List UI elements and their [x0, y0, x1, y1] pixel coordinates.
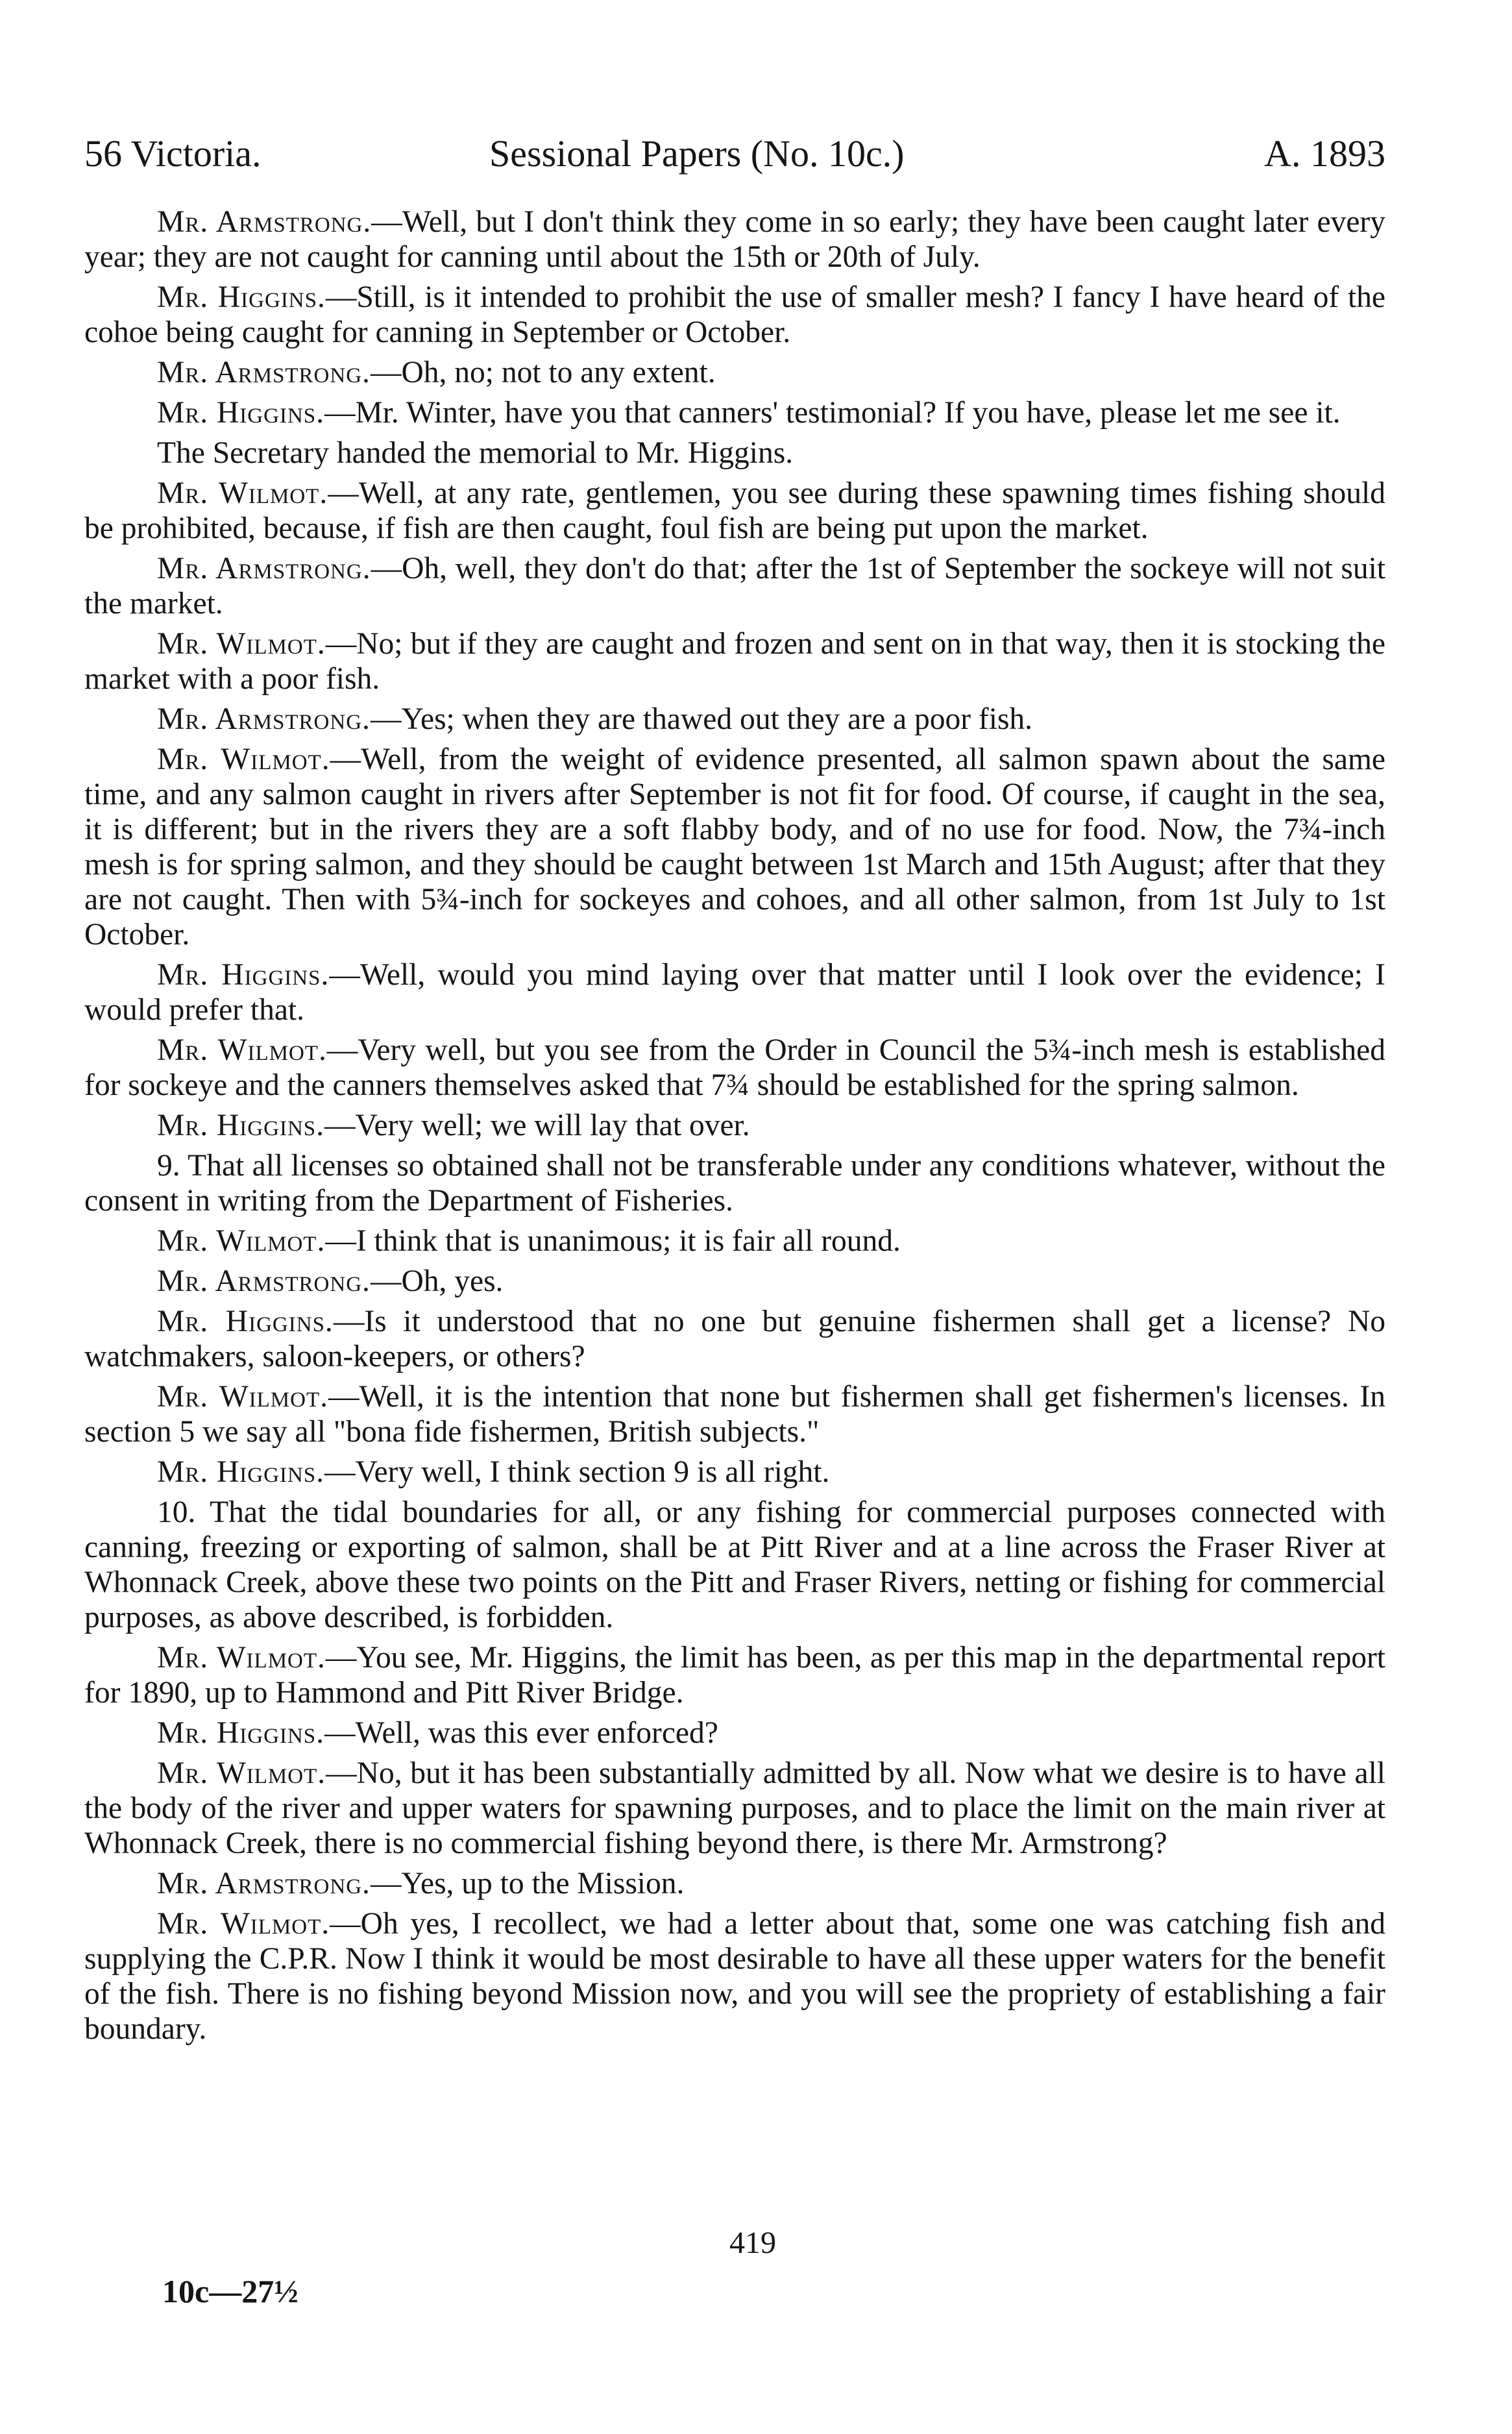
- paragraph: [84, 1756, 1385, 1861]
- header-title: Sessional Papers (No. 10c.): [489, 132, 905, 175]
- paragraph: [84, 1264, 1385, 1299]
- paragraph-text: —Oh, well, they don't do that; after the 1st of September the sockeye will not suit the market.: [84, 552, 1385, 621]
- speaker-name: Mr. Wilmot.: [157, 1907, 330, 1941]
- paragraph: [84, 1715, 1385, 1751]
- printer-signature-mark: 10c—27½: [162, 2273, 299, 2309]
- speaker-name: Mr. Higgins.: [157, 958, 330, 992]
- speaker-name: Mr. Armstrong.: [157, 702, 371, 736]
- paragraph: [84, 395, 1385, 430]
- paragraph-text: —Well, was this ever enforced?: [324, 1716, 718, 1750]
- paragraph: [84, 1108, 1385, 1143]
- speaker-name: Mr. Wilmot.: [157, 1224, 326, 1258]
- paragraph: [84, 1455, 1385, 1490]
- paragraph: [84, 476, 1385, 546]
- header-volume: 56 Victoria.: [84, 132, 262, 175]
- speaker-name: Mr. Higgins.: [157, 1455, 324, 1489]
- paragraph-text: —No, but it has been substantially admitted by all. Now what we desire is to have all the body of the river and upper waters for spawning purposes, and to place the limit on the main river at Whonnack Creek, there is no commercial fishing beyond there, is there Mr. Armstrong?: [84, 1756, 1385, 1860]
- speaker-name: Mr. Wilmot.: [157, 1641, 326, 1675]
- paragraph: [84, 1033, 1385, 1103]
- paragraph: [84, 1495, 1385, 1635]
- paragraph-text: —Very well, but you see from the Order in Council the 5¾-inch mesh is established for sockeye and the canners themselves asked that 7¾ should be established for the spring salmon.: [84, 1033, 1385, 1102]
- paragraph-text: —No; but if they are caught and frozen and sent on in that way, then it is stocking the market with a poor fish.: [84, 627, 1385, 696]
- paragraph-text: —Very well; we will lay that over.: [324, 1109, 750, 1142]
- paragraph: [84, 1866, 1385, 1901]
- paragraph: [84, 1640, 1385, 1710]
- speaker-name: Mr. Wilmot.: [157, 627, 326, 661]
- speaker-name: Mr. Wilmot.: [157, 1756, 326, 1790]
- speaker-name: Mr. Higgins.: [157, 396, 324, 430]
- speaker-name: Mr. Wilmot.: [157, 743, 330, 776]
- paragraph: [84, 626, 1385, 696]
- document-body: [84, 204, 1385, 2052]
- paragraph-text: —Mr. Winter, have you that canners' testimonial? If you have, please let me see it.: [324, 396, 1341, 430]
- paragraph: [84, 436, 1385, 471]
- paragraph-text: —Yes; when they are thawed out they are a poor fish.: [370, 702, 1033, 736]
- paragraph-text: —Oh, yes.: [370, 1264, 504, 1298]
- paragraph-text: —Well, from the weight of evidence presented, all salmon spawn about the same time, and any salmon caught in rivers after September is not fit for food. Of course, if caught in the sea, it is different; but in the rivers they are a soft flabby body, and of no use for food. Now, the 7¾-inch mesh is for spring salmon, and they should be caught between 1st March and 15th August; after that they are not caught. Then with 5¾-inch for sockeyes and cohoes, and all other salmon, from 1st July to 1st October.: [84, 743, 1385, 952]
- speaker-name: Mr. Armstrong.: [157, 1264, 371, 1298]
- paragraph-text: —Is it understood that no one but genuine fishermen shall get a license? No watchmakers, saloon-keepers, or others?: [84, 1305, 1386, 1373]
- paragraph: [84, 1379, 1385, 1449]
- paragraph: [84, 742, 1385, 952]
- paragraph-text: —Well, would you mind laying over that matter until I look over the evidence; I would prefer that.: [84, 958, 1385, 1027]
- speaker-name: Mr. Wilmot.: [157, 1033, 327, 1067]
- paragraph: [84, 1148, 1385, 1218]
- paragraph-text: —Still, is it intended to prohibit the use of smaller mesh? I fancy I have heard of the cohoe being caught for canning in September or October.: [84, 280, 1386, 349]
- paragraph-text: —Well, at any rate, gentlemen, you see during these spawning times fishing should be prohibited, because, if fish are then caught, foul fish are being put upon the market.: [84, 476, 1385, 545]
- paragraph: [84, 702, 1385, 737]
- paragraph: [84, 551, 1385, 621]
- paragraph-text: —Well, but I don't think they come in so early; they have been caught later every year; they are not caught for canning until about the 15th or 20th of July.: [84, 205, 1385, 274]
- paragraph-text: —I think that is unanimous; it is fair all round.: [325, 1224, 901, 1258]
- paragraph-text: —Very well, I think section 9 is all right.: [324, 1455, 830, 1489]
- speaker-name: Mr. Armstrong.: [157, 205, 372, 239]
- paragraph-text: —You see, Mr. Higgins, the limit has been, as per this map in the departmental report for 1890, up to Hammond and Pitt River Bridge.: [84, 1641, 1385, 1710]
- speaker-name: Mr. Higgins.: [157, 1716, 324, 1750]
- speaker-name: Mr. Higgins.: [157, 280, 326, 314]
- page-number: 419: [729, 2226, 776, 2260]
- speaker-name: Mr. Armstrong.: [157, 356, 371, 389]
- paragraph: [84, 1223, 1385, 1259]
- paragraph-text: —Well, it is the intention that none but fishermen shall get fishermen's licenses. In section 5 we say all "bona fide fishermen, British subjects.": [84, 1380, 1385, 1449]
- paragraph: [84, 1906, 1385, 2047]
- speaker-name: Mr. Higgins.: [157, 1305, 334, 1338]
- header-year: A. 1893: [1264, 132, 1385, 175]
- speaker-name: Mr. Wilmot.: [157, 476, 328, 510]
- paragraph-text: —Oh yes, I recollect, we had a letter about that, some one was catching fish and supplying the C.P.R. Now I think it would be most desirable to have all these upper waters for the benefit of the fish. There is no fishing beyond Mission now, and you will see the propriety of establishing a fair boundary.: [84, 1907, 1385, 2046]
- speaker-name: Mr. Wilmot.: [157, 1380, 329, 1414]
- speaker-name: Mr. Higgins.: [157, 1109, 324, 1142]
- paragraph-text: 10. That the tidal boundaries for all, or any fishing for commercial purposes connected with canning, freezing or exporting of salmon, shall be at Pitt River and at a line across the Fraser River at Whonnack Creek, above these two points on the Pitt and Fraser Rivers, netting or fishing for commercial purposes, as above described, is forbidden.: [84, 1495, 1385, 1634]
- paragraph-text: The Secretary handed the memorial to Mr. Higgins.: [157, 436, 794, 470]
- paragraph: [84, 1304, 1385, 1374]
- paragraph: [84, 957, 1385, 1027]
- paragraph-text: 9. That all licenses so obtained shall not be transferable under any conditions whatever, without the consent in writing from the Department of Fisheries.: [84, 1149, 1385, 1218]
- running-header: [84, 125, 1385, 183]
- paragraph: [84, 355, 1385, 390]
- paragraph-text: —Yes, up to the Mission.: [370, 1867, 685, 1900]
- paragraph: [84, 280, 1385, 350]
- speaker-name: Mr. Armstrong.: [157, 1867, 371, 1900]
- paragraph-text: —Oh, no; not to any extent.: [370, 356, 716, 389]
- paragraph: [84, 204, 1385, 275]
- speaker-name: Mr. Armstrong.: [157, 552, 371, 585]
